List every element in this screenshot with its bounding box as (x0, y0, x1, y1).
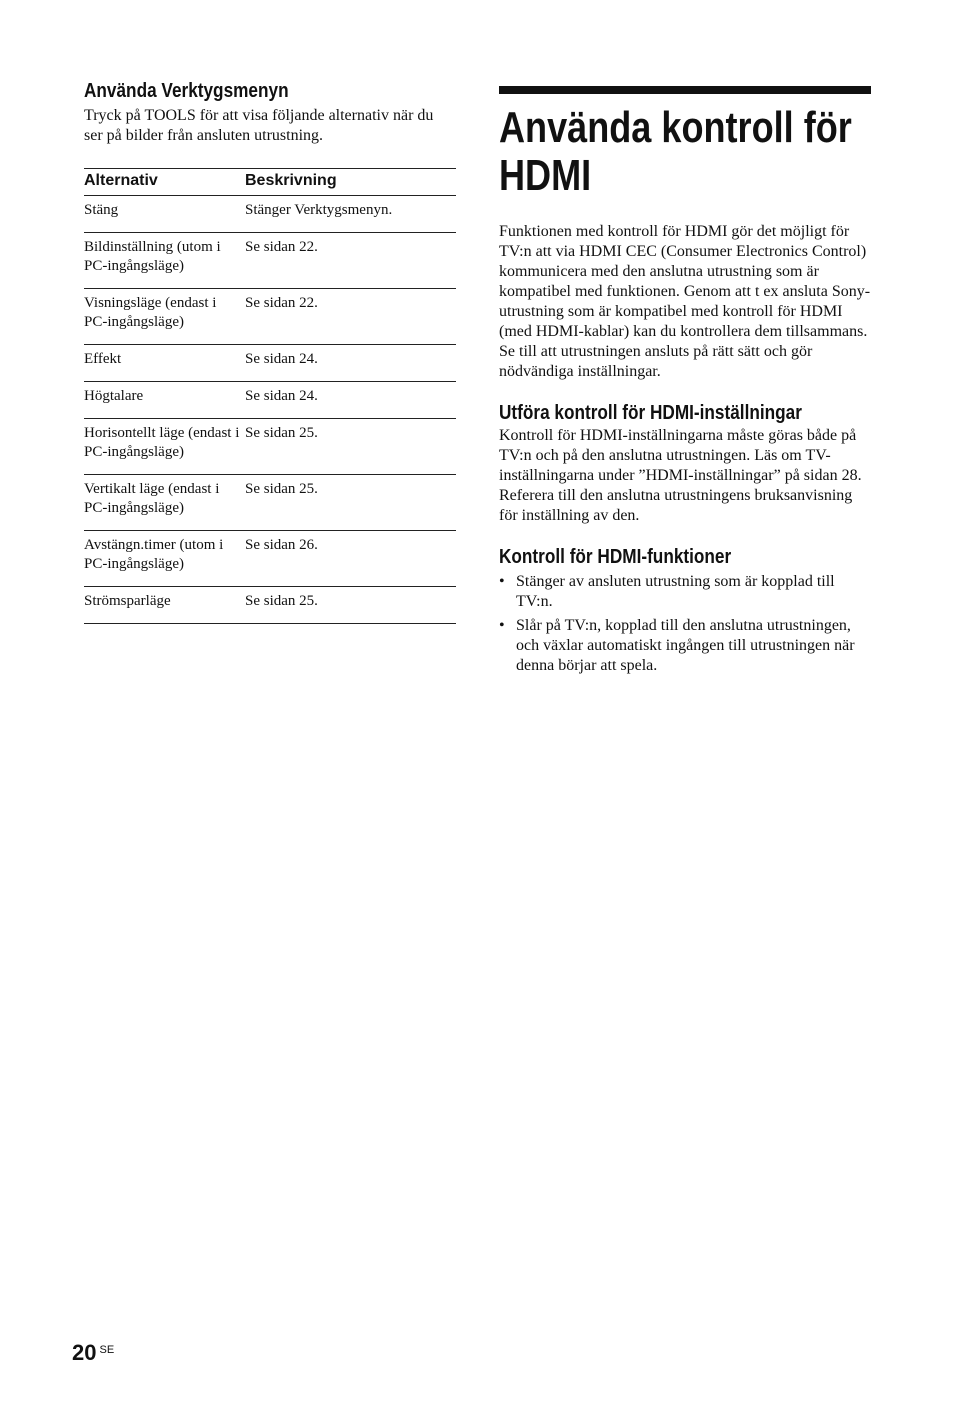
page-title-line-2: HDMI (499, 151, 592, 200)
option-cell: Avstängn.timer (utom i PC-ingångsläge) (84, 531, 245, 587)
option-cell: Effekt (84, 345, 245, 382)
option-cell: Stäng (84, 196, 245, 233)
table-row (84, 419, 456, 475)
bullet-icon: • (499, 573, 505, 590)
column-header-option: Alternativ (84, 169, 245, 196)
bullet-icon: • (499, 617, 505, 634)
list-item (499, 572, 871, 612)
intro-text: Funktionen med kontroll för HDMI gör det möjligt för TV:n att via HDMI CEC (Consumer Electronics Control) kommunicera med den anslutna utrustning som är kompatibel med funktionen. Genom att t ex ansluta Sony-utrustning som är kompatibel med kontroll för HDMI (med HDMI-kablar) kan du kontrollera dem tillsammans. (499, 223, 871, 340)
intro-paragraph (499, 222, 871, 382)
option-cell: Bildinställning (utom i PC-ingångsläge) (84, 233, 245, 289)
language-code: SE (99, 1344, 115, 1356)
table-row (84, 233, 456, 289)
table-row (84, 289, 456, 345)
page-number: 20 (72, 1340, 97, 1365)
page-footer (72, 1340, 114, 1366)
settings-paragraph: Kontroll för HDMI-inställningarna måste göras både på TV:n och på den anslutna utrustningen. Läs om TV-inställningarna under ”HDMI-inställningar” på sidan 28. Referera till den anslutna utrustningens bruksanvisning för inställning av den. (499, 427, 862, 524)
intro-note: Se till att utrustningen ansluts på rätt sätt och gör nödvändiga inställningar. (499, 343, 813, 380)
functions-heading: Kontroll för HDMI-funktioner (499, 546, 732, 568)
description-cell: Stänger Verktygsmenyn. (245, 196, 456, 233)
tools-menu-heading: Använda Verktygsmenyn (84, 80, 289, 102)
settings-heading: Utföra kontroll för HDMI-inställningar (499, 402, 802, 424)
option-cell: Horisontellt läge (endast i PC-ingångsläge) (84, 419, 245, 475)
option-cell: Högtalare (84, 382, 245, 419)
table-row (84, 587, 456, 624)
options-table (84, 168, 456, 624)
description-cell: Se sidan 24. (245, 382, 456, 419)
description-cell: Se sidan 24. (245, 345, 456, 382)
hdmi-control-section (499, 86, 871, 680)
tools-menu-intro: Tryck på TOOLS för att visa följande alternativ när du ser på bilder från ansluten utrustning. (84, 107, 434, 144)
page-title-line-1: Använda kontroll för (499, 103, 852, 152)
title-rule (499, 86, 871, 94)
option-cell: Strömsparläge (84, 587, 245, 624)
list-item (499, 616, 871, 676)
functions-list (499, 572, 871, 676)
description-cell: Se sidan 25. (245, 475, 456, 531)
column-header-description: Beskrivning (245, 169, 456, 196)
table-header-row (84, 169, 456, 196)
description-cell: Se sidan 26. (245, 531, 456, 587)
table-row (84, 345, 456, 382)
list-item-text: Slår på TV:n, kopplad till den anslutna utrustningen, och växlar automatiskt ingången till utrustningen när denna börjar att spela. (516, 617, 855, 674)
description-cell: Se sidan 22. (245, 289, 456, 345)
table-row (84, 531, 456, 587)
description-cell: Se sidan 25. (245, 587, 456, 624)
option-cell: Vertikalt läge (endast i PC-ingångsläge) (84, 475, 245, 531)
tools-menu-section (84, 78, 456, 624)
table-row (84, 196, 456, 233)
option-cell: Visningsläge (endast i PC-ingångsläge) (84, 289, 245, 345)
table-row (84, 475, 456, 531)
page-title (499, 104, 868, 200)
description-cell: Se sidan 25. (245, 419, 456, 475)
table-row (84, 382, 456, 419)
list-item-text: Stänger av ansluten utrustning som är kopplad till TV:n. (516, 573, 835, 610)
description-cell: Se sidan 22. (245, 233, 456, 289)
